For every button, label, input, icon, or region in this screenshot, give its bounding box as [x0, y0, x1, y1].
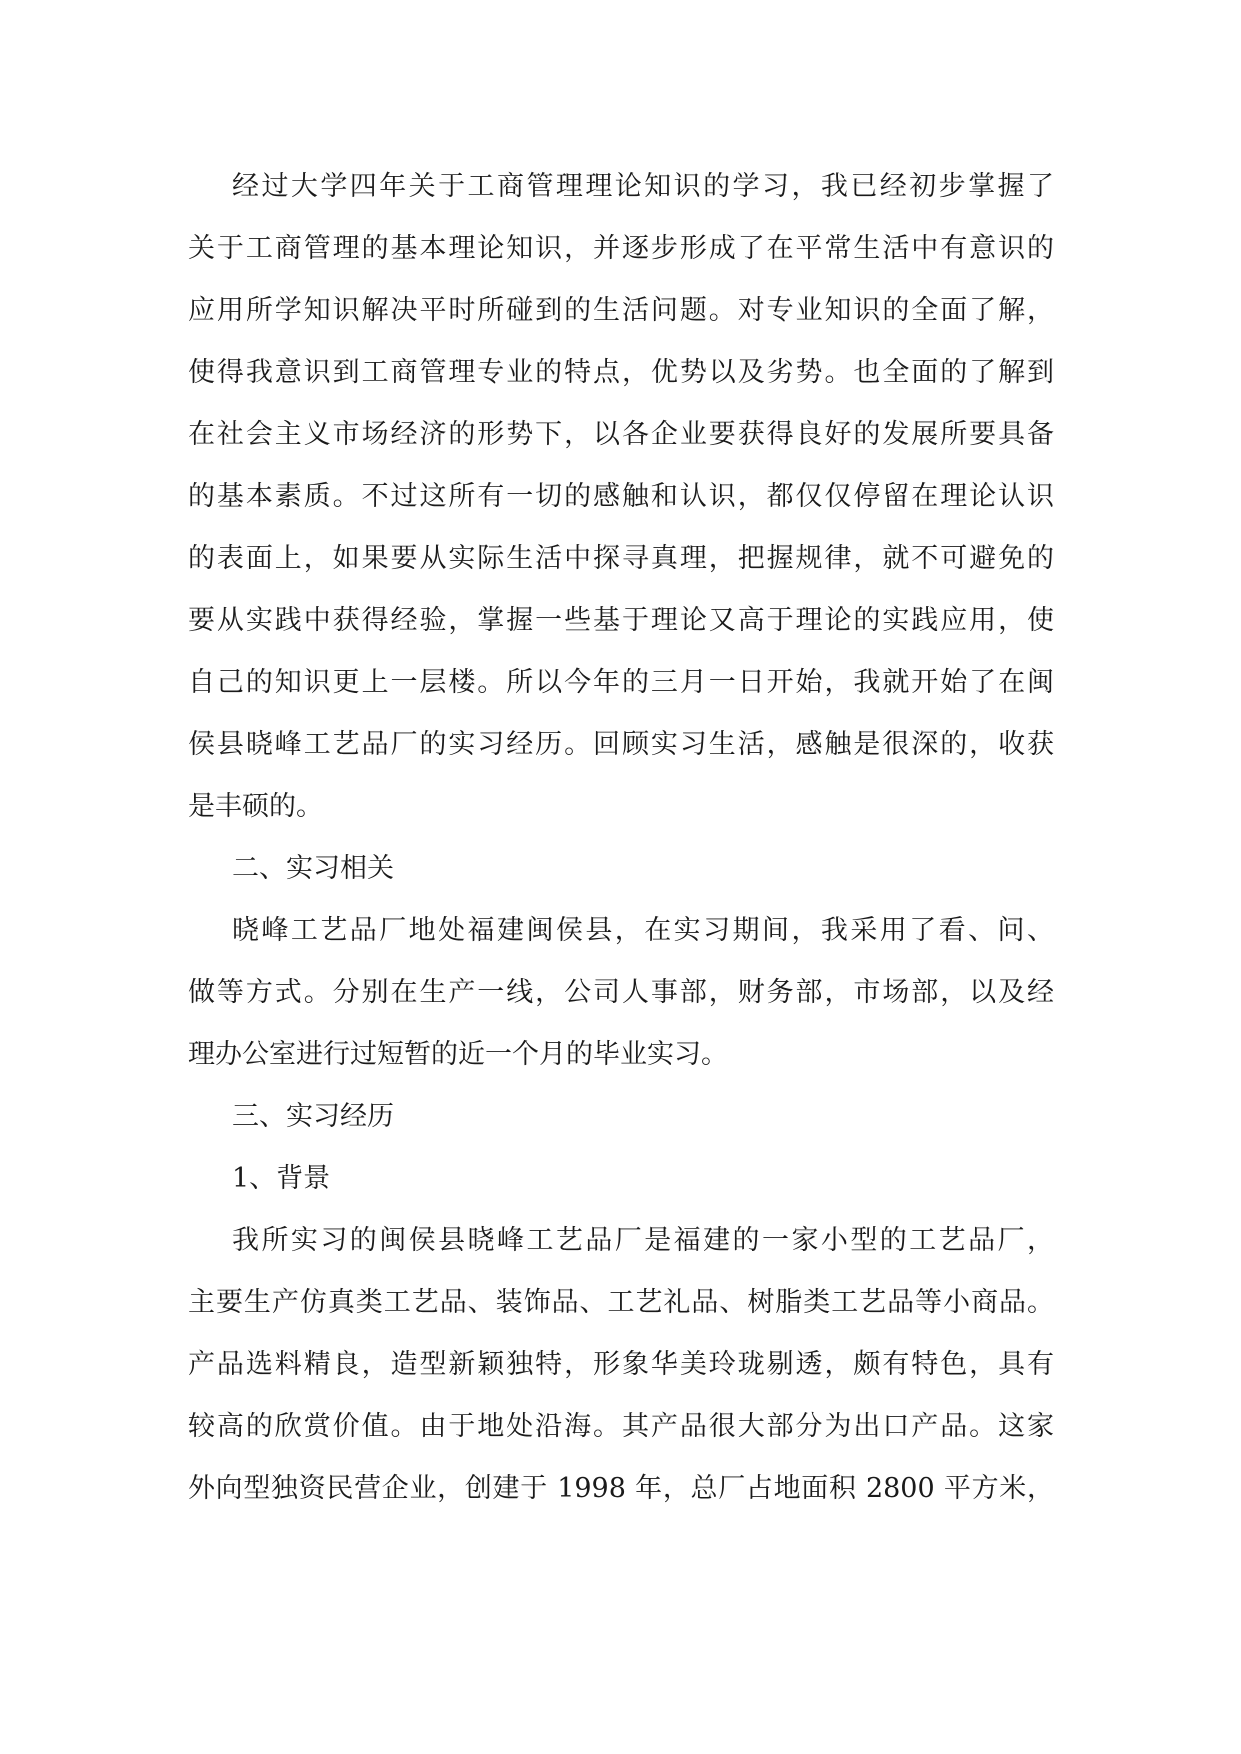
paragraph-background [188, 1210, 1054, 1520]
text-line: 应用所学知识解决平时所碰到的生活问题。对专业知识的全面了解， [188, 295, 1054, 326]
text-line: 主要生产仿真类工艺品、装饰品、工艺礼品、树脂类工艺品等小商品。 [188, 1287, 1054, 1318]
text-line: 做等方式。分别在生产一线，公司人事部，财务部，市场部，以及经 [188, 977, 1054, 1008]
text-line: 在社会主义市场经济的形势下，以各企业要获得良好的发展所要具备 [188, 419, 1054, 450]
paragraph-intro [188, 156, 1054, 838]
text-line: 自己的知识更上一层楼。所以今年的三月一日开始，我就开始了在闽 [188, 667, 1054, 698]
text-line: 产品选料精良，造型新颖独特，形象华美玲珑剔透，颇有特色，具有 [188, 1349, 1054, 1380]
text-line: 外向型独资民营企业，创建于 1998 年，总厂占地面积 2800 平方米， [188, 1473, 1054, 1504]
text-line: 我所实习的闽侯县晓峰工艺品厂是福建的一家小型的工艺品厂， [232, 1225, 1054, 1256]
section-heading-internship-related: 二、实习相关 [232, 853, 394, 884]
section-heading-internship-experience: 三、实习经历 [232, 1101, 394, 1132]
text-line: 理办公室进行过短暂的近一个月的毕业实习。 [188, 1039, 728, 1070]
paragraph-internship-related [188, 900, 1054, 1086]
text-line: 要从实践中获得经验，掌握一些基于理论又高于理论的实践应用，使 [188, 605, 1054, 636]
text-line: 侯县晓峰工艺品厂的实习经历。回顾实习生活，感触是很深的，收获 [188, 729, 1054, 760]
text-line: 较高的欣赏价值。由于地处沿海。其产品很大部分为出口产品。这家 [188, 1411, 1054, 1442]
text-line: 是丰硕的。 [188, 791, 323, 822]
text-line: 关于工商管理的基本理论知识，并逐步形成了在平常生活中有意识的 [188, 233, 1054, 264]
text-line: 使得我意识到工商管理专业的特点，优势以及劣势。也全面的了解到 [188, 357, 1054, 388]
subsection-heading-background: 1、背景 [232, 1163, 331, 1194]
text-line: 晓峰工艺品厂地处福建闽侯县，在实习期间，我采用了看、问、 [232, 915, 1054, 946]
text-line: 的表面上，如果要从实际生活中探寻真理，把握规律，就不可避免的 [188, 543, 1054, 574]
document-body [188, 156, 1054, 1520]
text-line: 经过大学四年关于工商管理理论知识的学习，我已经初步掌握了 [232, 171, 1054, 202]
text-line: 的基本素质。不过这所有一切的感触和认识，都仅仅停留在理论认识 [188, 481, 1054, 512]
